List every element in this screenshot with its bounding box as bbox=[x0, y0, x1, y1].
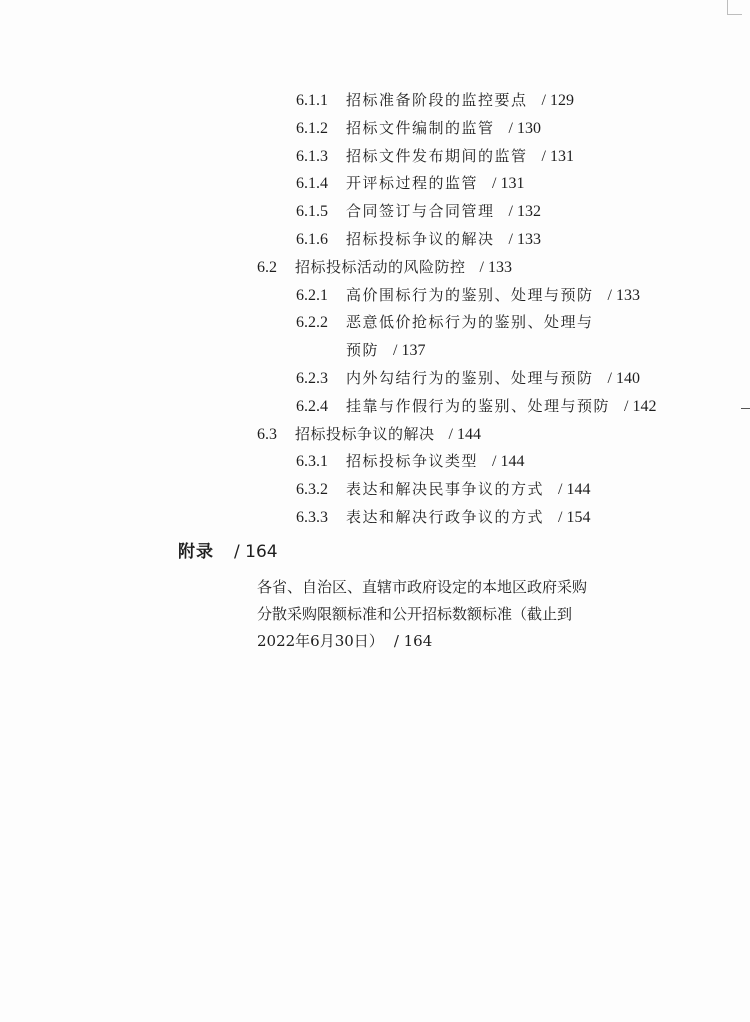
toc-entry bbox=[296, 368, 640, 389]
toc-number: 6.1.2 bbox=[296, 119, 328, 137]
toc-title: 内外勾结行为的鉴别、处理与预防 bbox=[346, 369, 594, 387]
toc-page: / 131 bbox=[541, 147, 574, 165]
toc-page: / 131 bbox=[492, 175, 525, 193]
toc-page: / 144 bbox=[448, 425, 481, 443]
toc-title: 开评标过程的监管 bbox=[346, 174, 479, 193]
toc-title: 挂靠与作假行为的鉴别、处理与预防 bbox=[346, 396, 611, 415]
toc-title: 表达和解决行政争议的方式 bbox=[346, 508, 545, 526]
toc-number: 6.1.1 bbox=[296, 92, 328, 109]
toc-entry bbox=[296, 396, 656, 417]
toc-page: / 140 bbox=[607, 370, 640, 387]
edge-tick-mark bbox=[741, 408, 750, 409]
appendix-page: / 164 bbox=[234, 542, 278, 562]
corner-crop-mark bbox=[727, 0, 742, 15]
toc-title: 招标投标争议类型 bbox=[346, 452, 479, 471]
toc-page: / 130 bbox=[508, 119, 541, 137]
appendix-title: 附录 bbox=[178, 542, 214, 562]
appendix-entry bbox=[257, 574, 677, 655]
toc-entry bbox=[296, 118, 541, 139]
toc-page: / 142 bbox=[624, 397, 657, 415]
toc-entry bbox=[296, 479, 590, 500]
toc-entry bbox=[257, 257, 512, 278]
toc-number: 6.2.2 bbox=[296, 314, 328, 332]
toc-title: 招标投标争议的解决 bbox=[295, 424, 435, 443]
toc-page: / 133 bbox=[479, 258, 512, 276]
toc-page: / 129 bbox=[541, 92, 574, 109]
toc-number: 6.3.2 bbox=[296, 481, 328, 499]
toc-page: / 133 bbox=[607, 286, 640, 304]
toc-page: / 137 bbox=[393, 342, 426, 360]
toc-title: 招标投标活动的风险防控 bbox=[295, 257, 466, 276]
toc-number: 6.1.3 bbox=[296, 147, 328, 165]
appendix-heading bbox=[178, 541, 278, 563]
toc-number: 6.2.1 bbox=[296, 286, 328, 304]
toc-number: 6.3.3 bbox=[296, 509, 328, 526]
toc-entry bbox=[296, 229, 541, 250]
toc-title: 合同签订与合同管理 bbox=[346, 202, 495, 221]
toc-entry bbox=[296, 146, 574, 167]
toc-page: / 132 bbox=[508, 203, 541, 221]
appendix-line-3 bbox=[257, 628, 677, 655]
toc-page: / 144 bbox=[492, 453, 525, 471]
toc-title: 招标文件编制的监管 bbox=[346, 118, 495, 137]
appendix-line-2: 分散采购限额标准和公开招标数额标准（截止到 bbox=[257, 605, 573, 623]
toc-entry bbox=[296, 451, 524, 472]
toc-title: 恶意低价抢标行为的鉴别、处理与 bbox=[346, 313, 594, 332]
appendix-line-3-text: 2022年6月30日） bbox=[257, 632, 384, 650]
toc-entry bbox=[296, 285, 640, 306]
appendix-end-page: / 164 bbox=[393, 632, 433, 650]
toc-title: 招标准备阶段的监控要点 bbox=[346, 91, 528, 109]
toc-entry bbox=[296, 312, 594, 333]
toc-number: 6.1.5 bbox=[296, 203, 328, 221]
toc-title: 招标投标争议的解决 bbox=[346, 230, 495, 248]
toc-page: / 144 bbox=[558, 481, 591, 499]
toc-number: 6.2 bbox=[257, 258, 277, 276]
toc-entry bbox=[296, 201, 541, 222]
toc-title: 高价围标行为的鉴别、处理与预防 bbox=[346, 285, 594, 304]
toc-number: 6.1.6 bbox=[296, 231, 328, 248]
toc-entry bbox=[296, 173, 524, 194]
toc-entry bbox=[346, 340, 425, 361]
toc-number: 6.2.3 bbox=[296, 370, 328, 387]
toc-number: 6.2.4 bbox=[296, 397, 328, 415]
toc-number: 6.1.4 bbox=[296, 175, 328, 193]
toc-title: 表达和解决民事争议的方式 bbox=[346, 480, 545, 499]
toc-entry bbox=[296, 507, 590, 528]
toc-entry bbox=[296, 90, 574, 111]
appendix-line-1: 各省、自治区、直辖市政府设定的本地区政府采购 bbox=[257, 578, 588, 596]
toc-number: 6.3 bbox=[257, 425, 277, 443]
toc-page: / 154 bbox=[558, 509, 591, 526]
toc-page: / 133 bbox=[508, 231, 541, 248]
toc-title: 招标文件发布期间的监管 bbox=[346, 146, 528, 165]
toc-number: 6.3.1 bbox=[296, 453, 328, 471]
toc-title: 预防 bbox=[346, 341, 380, 360]
toc-entry bbox=[257, 424, 481, 445]
